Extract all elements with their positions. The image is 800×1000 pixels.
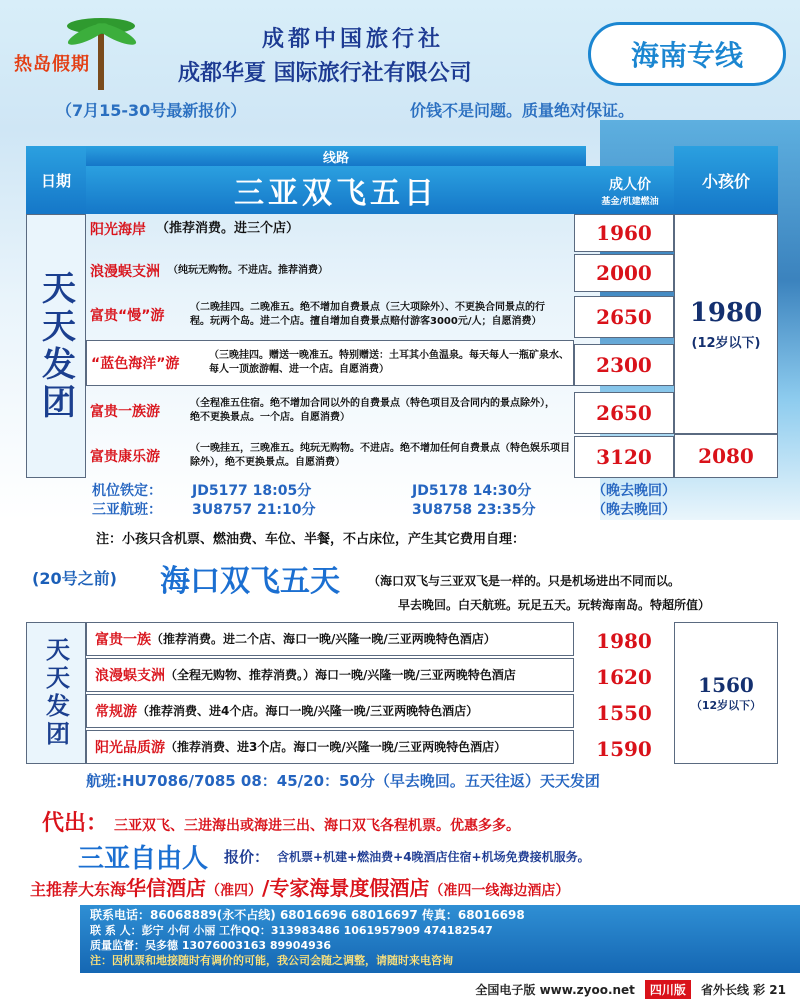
footer-supervisor: 质量监督：吴多德 13076003163 89904936 — [90, 939, 332, 952]
route-price: 2650 — [574, 296, 674, 338]
daichu-line — [42, 806, 782, 837]
table2-header — [28, 552, 788, 618]
route-name: “蓝色海洋”游 — [91, 356, 180, 372]
slogan: 价钱不是问题。质量绝对保证。 — [410, 101, 635, 120]
hotel-d: /专家海景度假酒店 — [262, 876, 430, 900]
free-price-label: 报价： — [224, 848, 270, 866]
col-date-label: 日期 — [40, 171, 71, 190]
route-desc: （推荐消费。进二个店、海口一晚/兴隆一晚/三亚两晚特色酒店） — [151, 632, 496, 646]
daichu-text: 三亚双飞、三进海出或海进三出、海口双飞各程机票。优惠多多。 — [114, 818, 521, 834]
route-name: 浪漫蜈支洲 — [90, 264, 160, 280]
table2-date-cell — [26, 622, 86, 764]
table2-dates: 天天发团 — [41, 637, 70, 749]
route-desc: （一晚挂五，三晚准五。纯玩无购物。不进店。绝不增加任何自费景点（特色娱乐项目除外），绝不更换景点。自愿消费） — [190, 443, 570, 468]
hotel-a: 主推荐大东海 — [30, 880, 127, 899]
col-adult-header — [586, 166, 674, 214]
free-title: 三亚自由人 — [78, 844, 209, 874]
table-row — [86, 658, 574, 692]
route-desc: （全程无购物、推荐消费。）海口一晚/兴隆一晚/三亚两晚特色酒店 — [165, 668, 516, 682]
flight-label-2: 三亚航班： — [92, 502, 162, 518]
col-date-header — [26, 146, 86, 214]
col-adult-sub: 基金/机建燃油 — [601, 196, 659, 207]
table1-title-cell — [86, 166, 586, 214]
flight-info — [92, 482, 782, 522]
route-desc: （纯玩无购物。不进店。推荐消费） — [168, 265, 328, 276]
col-child-label: 小孩价 — [701, 171, 750, 191]
hotel-b: 华信酒店 — [126, 876, 207, 900]
table-row — [86, 292, 574, 338]
table-row — [86, 214, 574, 244]
table-row — [86, 256, 574, 286]
col-child-header — [674, 146, 778, 214]
route-name: 富贵一族 — [95, 632, 151, 648]
child-price-cell — [674, 214, 778, 434]
table1-dates: 天天发团 — [35, 270, 76, 422]
route-name: 富贵康乐游 — [90, 449, 160, 465]
flight-1c: （晚去晚回） — [592, 483, 676, 499]
footer-note: 注：因机票和地接随时有调价的可能，我公司会随之调整，请随时来电咨询 — [90, 954, 453, 967]
route-price: 3120 — [574, 436, 674, 478]
hotel-e: （准四一线海边酒店） — [429, 883, 570, 899]
route-price: 1590 — [574, 732, 674, 766]
bottom-right: 省外长线 彩 21 — [700, 982, 786, 997]
child-price-2: 2080 — [674, 434, 778, 478]
date-note: （7月15-30号最新报价） — [56, 101, 247, 120]
table2-desc-2: 早去晚回。白天航班。玩足五天。玩转海南岛。特超所值） — [398, 598, 711, 612]
route-desc: （推荐消费。进三个店） — [156, 221, 300, 236]
route-desc: （推荐消费、进3个店。海口一晚/兴隆一晚/三亚两晚特色酒店） — [165, 740, 507, 754]
free-traveler-line — [78, 838, 788, 875]
daichu-label: 代出： — [42, 811, 109, 836]
footer-contact-people: 联 系 人：彭宁 小何 小丽 工作QQ：313983486 1061957909 474182547 — [90, 924, 493, 937]
table1-date-cell — [26, 214, 86, 478]
table1-note: 注：小孩只含机票、燃油费、车位、半餐，不占床位，产生其它费用自理： — [96, 532, 526, 547]
flight-1b: JD5178 14:30分 — [412, 483, 532, 499]
route-price: 1620 — [574, 660, 674, 694]
child-price: 1980 — [689, 297, 763, 328]
route-price: 1550 — [574, 696, 674, 730]
route-name: 阳光品质游 — [95, 740, 165, 756]
logo — [8, 8, 168, 93]
free-text: 含机票+机建+燃油费+4晚酒店住宿+机场免费接机服务。 — [277, 850, 590, 864]
logo-text: 热岛假期 — [14, 54, 90, 75]
table2-child-price: 1560 — [698, 673, 754, 697]
route-name: 富贵“慢”游 — [90, 308, 165, 324]
route-name: 常规游 — [95, 704, 137, 720]
route-name: 富贵一族游 — [90, 404, 160, 420]
footer-contact — [80, 905, 800, 973]
route-price: 1960 — [574, 214, 674, 252]
flight-2b: 3U8758 23:35分 — [412, 502, 536, 518]
table2-child-cell — [674, 622, 778, 764]
flight-1a: JD5177 18:05分 — [192, 483, 312, 499]
route-desc: （三晚挂四。赠送一晚准五。特别赠送：土耳其小鱼温泉。每天每人一瓶矿泉水、每人一顶旅游帽、进一个店。自愿消费） — [209, 350, 569, 375]
route-desc: （全程准五住宿。绝不增加合同以外的自费景点（特色项目及合同内的景点除外），绝不更换景点。一个店。自愿消费） — [190, 398, 555, 423]
col-adult-label: 成人价 — [609, 176, 651, 193]
flight-label-1: 机位铁定： — [92, 483, 162, 499]
route-desc: （二晚挂四。二晚准五。绝不增加自费景点（三大项除外）、不更换合同景点的行程。玩两个岛。进二个店。擅自增加自费景点赔付游客3000元/人；自愿消费） — [190, 302, 545, 327]
line-badge-text: 海南专线 — [630, 39, 743, 72]
table-row — [86, 622, 574, 656]
table-row — [86, 390, 574, 432]
company-name-2: 成都华夏 国际旅行社有限公司 — [178, 61, 472, 86]
table2-child-note: （12岁以下） — [690, 699, 762, 712]
route-name: 阳光海岸 — [90, 222, 146, 238]
company-name-1: 成都中国旅行社 — [262, 27, 445, 52]
route-price: 2300 — [574, 344, 674, 386]
bottom-left: 全国电子版 www.zyoo.net — [475, 982, 635, 997]
table2-flight: 航班:HU7086/7085 08：45/20：50分（早去晚回。五天往返）天天发团 — [86, 772, 600, 790]
line-badge — [588, 22, 786, 86]
table2-desc-1: （海口双飞与三亚双飞是一样的。只是机场进出不同而以。 — [368, 574, 681, 588]
table2-title: 海口双飞五天 — [160, 564, 340, 599]
route-price: 2000 — [574, 254, 674, 292]
table2-prefix: (20号之前) — [32, 569, 117, 588]
bottom-bar — [0, 978, 800, 1000]
child-note: (12岁以下) — [691, 335, 761, 351]
table-row — [86, 434, 574, 478]
hotel-line — [30, 872, 790, 901]
bottom-badge: 四川版 — [645, 980, 691, 999]
flight-2a: 3U8757 21:10分 — [192, 502, 316, 518]
table-row — [86, 340, 574, 386]
col-route-label: 线路 — [322, 150, 349, 166]
flight-2c: （晚去晚回） — [592, 502, 676, 518]
route-price: 1980 — [574, 624, 674, 658]
footer-phone: 联系电话：86068889(永不占线) 68016696 68016697 传真：68016698 — [90, 908, 525, 922]
table-row — [86, 694, 574, 728]
route-price: 2650 — [574, 392, 674, 434]
table-row — [86, 730, 574, 764]
route-desc: （推荐消费、进4个店。海口一晚/兴隆一晚/三亚两晚特色酒店） — [137, 704, 479, 718]
route-name: 浪漫蜈支洲 — [95, 668, 165, 684]
col-route-header — [86, 146, 586, 166]
hotel-c: （准四） — [206, 883, 263, 899]
table1-title: 三亚双飞五日 — [234, 176, 438, 211]
